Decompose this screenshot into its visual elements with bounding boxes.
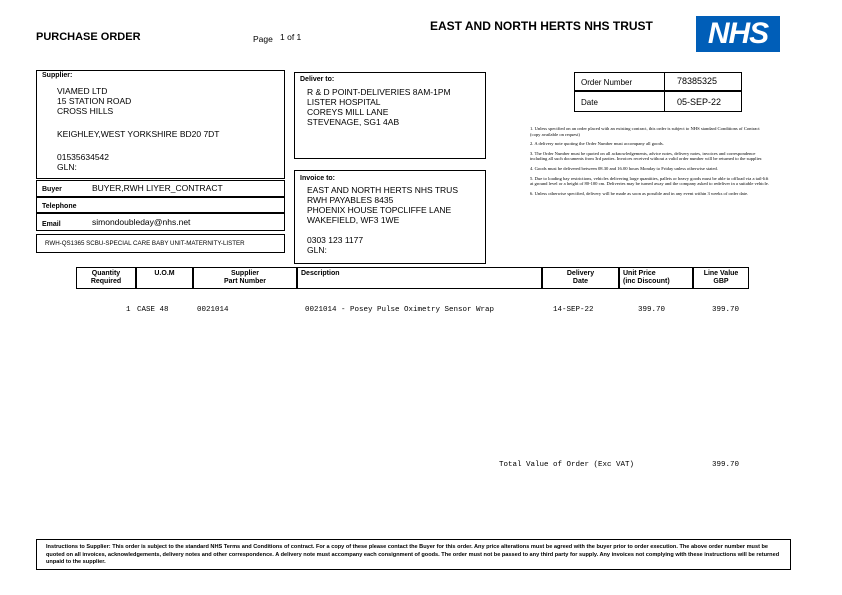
total-value: 399.70 (712, 461, 740, 469)
supplier-phone: 01535634542 (57, 152, 110, 162)
page-title: PURCHASE ORDER (36, 31, 141, 43)
condition-item: 3. The Order Number must be quoted on all acknowledgements, advice notes, delivery notes, invoices and correspondence including all such documents from 3rd parties. Invoices received without a valid order number will be returned to the supplier. (530, 150, 763, 162)
invoice-to-label: Invoice to: (300, 175, 336, 182)
email-label: Email (42, 221, 61, 228)
supplier-line: CROSS HILLS (57, 106, 114, 116)
buyer-row (36, 180, 285, 197)
order-number: 78385325 (677, 76, 718, 86)
order-divider (664, 72, 665, 91)
supplier-label: Supplier: (42, 72, 73, 79)
email-row (36, 213, 285, 231)
invoice-to-line (307, 225, 458, 235)
buyer-value: BUYER,RWH LIYER_CONTRACT (92, 183, 223, 193)
header-quantity: Quantity Required (76, 267, 136, 289)
invoice-to-line: PHOENIX HOUSE TOPCLIFFE LANE (307, 205, 452, 215)
email-value: simondoubleday@nhs.net (92, 217, 191, 227)
supplier-line: 15 STATION ROAD (57, 96, 132, 106)
instructions-box (36, 539, 791, 570)
row-line-value: 399.70 (712, 306, 740, 314)
supplier-line: VIAMED LTD (57, 86, 108, 96)
supplier-line (57, 116, 220, 126)
condition-item: 2. A delivery note quoting the Order Number must accompany all goods. (530, 141, 664, 147)
supplier-box (36, 70, 285, 179)
invoice-to-line: WAKEFIELD, WF3 1WE (307, 215, 400, 225)
deliver-to-label: Deliver to: (300, 76, 335, 83)
page-number: 1 of 1 (280, 32, 302, 42)
supplier-line (57, 139, 220, 149)
page-label: Page (253, 34, 273, 44)
condition-item: 5. Due to loading bay restrictions, vehicles delivering large quantities, pallets or heavy goods must be able to offload via a tail-lift at ground level or a height of 80-100 cm. Deliveries may be turned away and the company asked to redeliver in a suitable vehicle. (530, 175, 769, 187)
condition-item: 1. Unless specified on an order placed with an existing contract, this order is subject to NHS standard Conditions of Contract (copy available on request) (530, 126, 760, 137)
deliver-to-line: LISTER HOSPITAL (307, 97, 381, 107)
invoice-to-gln: GLN: (307, 245, 327, 255)
telephone-label: Telephone (42, 203, 77, 210)
order-number-row (574, 72, 742, 91)
order-date-row (574, 91, 742, 112)
supplier-address (57, 86, 220, 172)
trust-name: EAST AND NORTH HERTS NHS TRUST (430, 19, 653, 33)
deliver-to-line: STEVENAGE, SG1 4AB (307, 117, 400, 127)
row-uom: CASE 48 (137, 306, 169, 314)
order-number-label: Order Number (581, 78, 633, 87)
deliver-to-address (307, 87, 451, 127)
header-uom: U.O.M (136, 267, 193, 289)
header-supplier-part: Supplier Part Number (193, 267, 297, 289)
row-description: 0021014 - Posey Pulse Oximetry Sensor Wrap (305, 306, 495, 314)
condition-item: 6. Unless otherwise specified, delivery will be made as soon as possible and in any event within 3 weeks of order date. (530, 190, 749, 196)
buyer-label: Buyer (42, 186, 62, 193)
supplier-line: KEIGHLEY,WEST YORKSHIRE BD20 7DT (57, 129, 220, 139)
instructions-text: Instructions to Supplier: This order is subject to the standard NHS Terms and Conditions of contract. For a copy of these please contact the Buyer for this order. Any price alterations must be agreed with the buyer prior to order execution. The above order number must be quoted on all invoices, acknowledgements, delivery notes and other correspondence. A delivery note must accompany each consignment of goods. The order must not be passed to any third party for supply. Any invoices not complying with these instructions will be returned unpaid to the supplier. (46, 544, 780, 566)
nhs-logo: NHS (696, 16, 780, 52)
deliver-to-line: COREYS MILL LANE (307, 107, 389, 117)
invoice-to-phone: 0303 123 1177 (307, 235, 364, 245)
department-box (36, 234, 285, 253)
deliver-to-box (294, 72, 486, 159)
invoice-to-line: RWH PAYABLES 8435 (307, 195, 394, 205)
header-description: Description (297, 267, 542, 289)
deliver-to-line: R & D POINT-DELIVERIES 8AM-1PM (307, 87, 451, 97)
invoice-to-address (307, 185, 458, 255)
condition-item: 4. Goods must be delivered between 08.30 and 16.00 hours Monday to Friday unless otherwise stated. (530, 165, 718, 171)
header-line-value: Line Value GBP (693, 267, 749, 289)
header-unit-price: Unit Price (inc Discount) (619, 267, 693, 289)
order-date-label: Date (581, 98, 598, 107)
row-unit-price: 399.70 (638, 306, 666, 314)
header-delivery-date: Delivery Date (542, 267, 619, 289)
invoice-to-line: EAST AND NORTH HERTS NHS TRUS (307, 185, 458, 195)
conditions-list (530, 126, 770, 200)
total-label: Total Value of Order (Exc VAT) (499, 461, 635, 469)
supplier-gln: GLN: (57, 162, 77, 172)
department-text: RWH-QS1365 SCBU-SPECIAL CARE BABY UNIT-MATERNITY-LISTER (45, 240, 245, 247)
telephone-row (36, 197, 285, 213)
order-divider (664, 91, 665, 112)
order-date: 05-SEP-22 (677, 97, 722, 107)
row-quantity: 1 (126, 306, 131, 314)
row-supplier-part: 0021014 (197, 306, 229, 314)
invoice-to-box (294, 170, 486, 264)
row-delivery-date: 14-SEP-22 (553, 306, 594, 314)
